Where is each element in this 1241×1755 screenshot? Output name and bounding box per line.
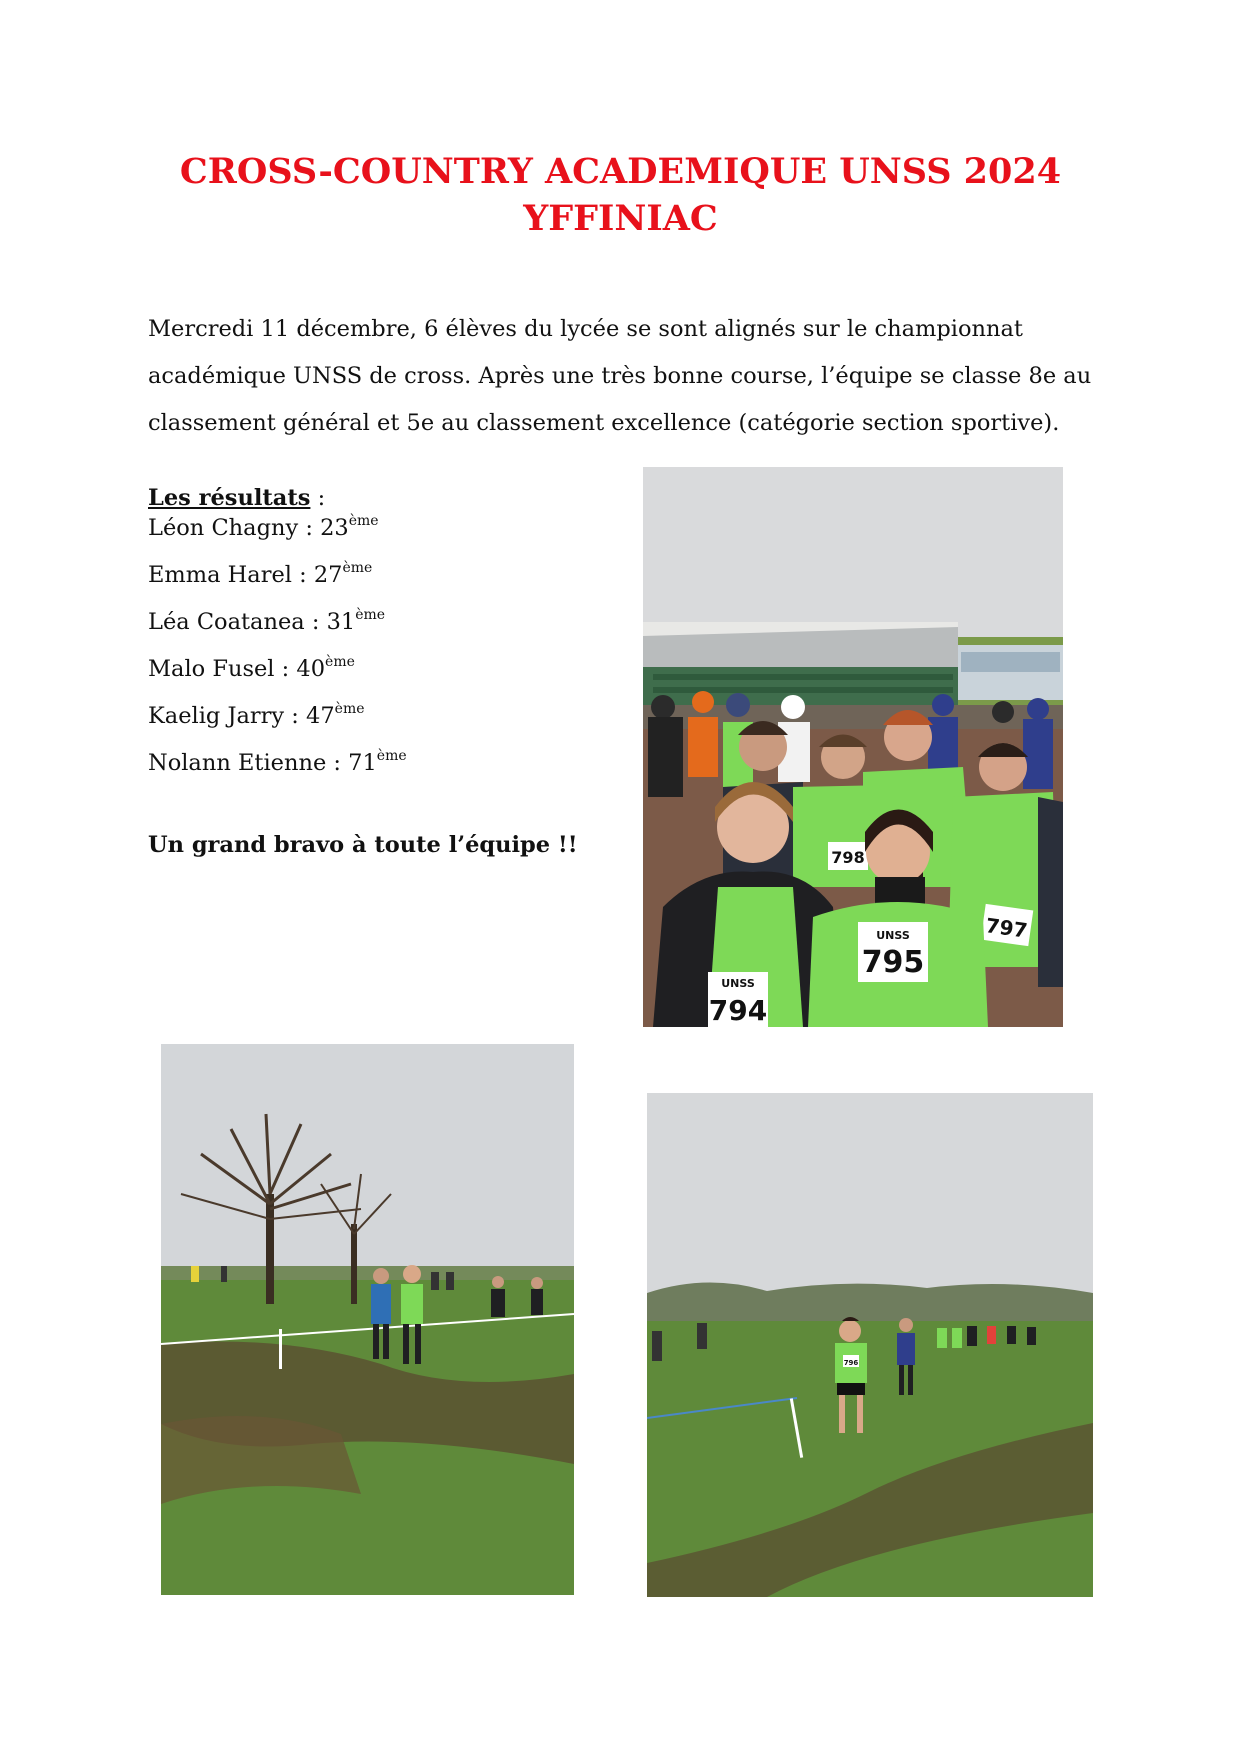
result-rank: 27 [313,562,343,588]
result-name: Malo Fusel : [148,656,297,682]
result-suffix: ème [376,748,407,764]
result-rank: 31 [326,609,356,635]
result-name: Kaelig Jarry : [148,703,307,729]
result-name: Léon Chagny : [148,515,321,541]
result-item [148,560,628,590]
results-heading [148,483,628,513]
result-suffix: ème [355,607,386,623]
race-photo-left [161,1044,574,1595]
closing-message: Un grand bravo à toute l’équipe !! [148,832,578,858]
bib-number: 797 [984,913,1029,943]
race-photo-right-illustration [647,1093,1093,1597]
result-rank: 23 [320,515,349,541]
team-photo-illustration [643,467,1063,1027]
result-rank: 47 [306,703,335,729]
result-item [148,607,628,637]
result-suffix: ème [348,513,379,529]
title-line-1: CROSS-COUNTRY ACADEMIQUE UNSS 2024 [179,151,1062,192]
result-item [148,654,628,684]
result-item [148,748,628,778]
page-title [0,148,1241,242]
results-heading-label: Les résultats [148,485,311,511]
bib-label: UNSS [876,929,910,942]
result-suffix: ème [334,701,365,717]
race-photo-right [647,1093,1093,1597]
race-photo-left-illustration [161,1044,574,1595]
result-rank: 40 [296,656,326,682]
bib-label: UNSS [721,977,755,990]
results-list [148,513,628,778]
result-name: Emma Harel : [148,562,314,588]
result-item [148,513,628,543]
result-suffix: ème [325,654,355,670]
bib-number: 795 [861,945,925,980]
results-heading-suffix: : [310,485,326,511]
bib-number: 796 [843,1359,859,1367]
result-rank: 71 [348,750,377,776]
results-section [148,483,628,795]
result-suffix: ème [342,560,373,576]
team-photo [643,467,1063,1027]
title-line-2: YFFINIAC [523,198,718,239]
bib-number: 798 [831,848,865,867]
bib-number: 794 [708,994,768,1027]
result-name: Léa Coatanea : [148,609,327,635]
result-item [148,701,628,731]
result-name: Nolann Etienne : [148,750,349,776]
intro-paragraph: Mercredi 11 décembre, 6 élèves du lycée se sont alignés sur le championnat académique UNSS de cross. Après une très bonne course, l’équipe se classe 8e au classement général et 5e au classement excellence (catégorie section sportive). [148,316,1092,436]
